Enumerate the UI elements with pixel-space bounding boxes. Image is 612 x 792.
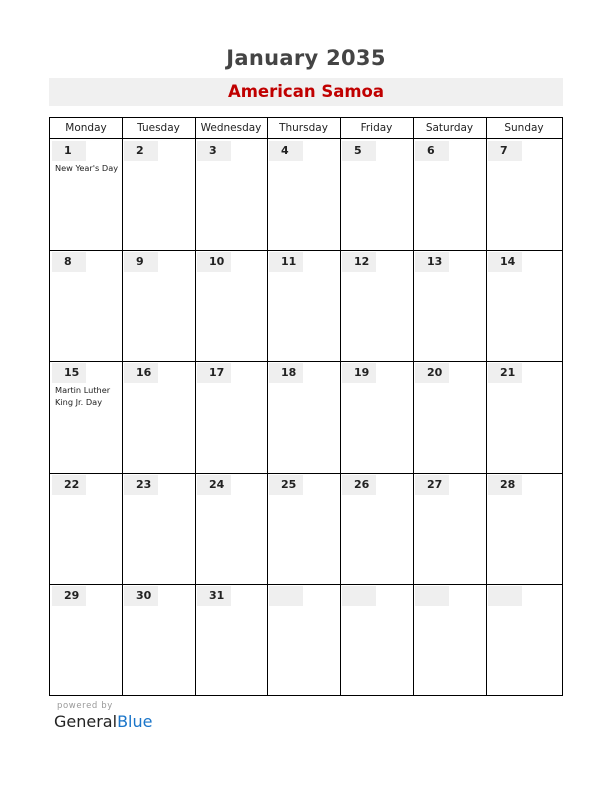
day-number: 26 — [342, 475, 376, 495]
day-cell[interactable] — [123, 474, 195, 584]
weekday-header-5: Saturday — [425, 122, 474, 134]
day-number: 27 — [415, 475, 449, 495]
day-cell[interactable] — [123, 585, 195, 695]
day-cell[interactable] — [341, 474, 413, 584]
day-cell[interactable] — [487, 140, 562, 250]
day-number: 20 — [415, 363, 449, 383]
day-cell[interactable] — [414, 251, 486, 361]
day-number: 2 — [124, 141, 158, 161]
day-number — [269, 586, 303, 606]
day-cell[interactable] — [268, 474, 340, 584]
day-cell[interactable] — [196, 140, 267, 250]
day-number: 8 — [52, 252, 86, 272]
holiday-label: Martin Luther King Jr. Day — [55, 385, 111, 407]
day-number — [342, 586, 376, 606]
brand-logo-blue: Blue — [117, 712, 153, 731]
day-number: 4 — [269, 141, 303, 161]
day-cell[interactable] — [341, 585, 413, 695]
day-number: 12 — [342, 252, 376, 272]
day-number: 5 — [342, 141, 376, 161]
weekday-header-3: Thursday — [279, 122, 328, 134]
day-cell[interactable] — [268, 585, 340, 695]
weekday-header-2: Wednesday — [200, 122, 262, 134]
day-cell[interactable] — [414, 362, 486, 473]
day-number: 11 — [269, 252, 303, 272]
calendar-grid — [49, 117, 563, 696]
day-cell[interactable] — [51, 140, 122, 250]
day-number: 6 — [415, 141, 449, 161]
holiday-label: New Year's Day — [55, 163, 119, 173]
day-number: 15 — [52, 363, 86, 383]
day-number: 1 — [52, 141, 86, 161]
day-number: 29 — [52, 586, 86, 606]
day-cell[interactable] — [268, 140, 340, 250]
weekday-header-6: Sunday — [504, 122, 544, 134]
brand-logo-general: General — [54, 712, 118, 731]
day-cell[interactable] — [268, 251, 340, 361]
day-number: 19 — [342, 363, 376, 383]
day-number: 9 — [124, 252, 158, 272]
day-cell[interactable] — [487, 362, 562, 473]
weekday-header-4: Friday — [360, 122, 393, 134]
day-cell[interactable] — [341, 362, 413, 473]
day-cell[interactable] — [196, 362, 267, 473]
day-number: 16 — [124, 363, 158, 383]
page-title: January 2035 — [226, 46, 386, 70]
day-number: 10 — [197, 252, 231, 272]
day-number: 28 — [488, 475, 522, 495]
day-cell[interactable] — [123, 251, 195, 361]
day-number: 7 — [488, 141, 522, 161]
brand-logo[interactable] — [54, 712, 152, 731]
day-number: 18 — [269, 363, 303, 383]
day-cell[interactable] — [341, 140, 413, 250]
day-cell[interactable] — [123, 140, 195, 250]
day-number: 25 — [269, 475, 303, 495]
day-number: 14 — [488, 252, 522, 272]
day-cell[interactable] — [414, 585, 486, 695]
day-cell[interactable] — [51, 585, 122, 695]
day-cell[interactable] — [196, 251, 267, 361]
weekday-header-1: Tuesday — [137, 122, 180, 134]
day-cell[interactable] — [341, 251, 413, 361]
day-cell[interactable] — [487, 585, 562, 695]
day-cell[interactable] — [487, 474, 562, 584]
day-number: 3 — [197, 141, 231, 161]
day-number: 21 — [488, 363, 522, 383]
day-number: 22 — [52, 475, 86, 495]
day-cell[interactable] — [51, 474, 122, 584]
day-cell[interactable] — [414, 474, 486, 584]
weekday-header-0: Monday — [65, 122, 107, 134]
day-cell[interactable] — [123, 362, 195, 473]
day-cell[interactable] — [196, 585, 267, 695]
day-number — [415, 586, 449, 606]
day-number: 13 — [415, 252, 449, 272]
day-cell[interactable] — [51, 251, 122, 361]
day-number: 24 — [197, 475, 231, 495]
day-cell[interactable] — [268, 362, 340, 473]
day-cell[interactable] — [414, 140, 486, 250]
day-number — [488, 586, 522, 606]
day-cell[interactable] — [51, 362, 122, 473]
day-number: 30 — [124, 586, 158, 606]
region-subtitle: American Samoa — [227, 82, 385, 101]
powered-by-label: powered by — [57, 701, 113, 711]
day-number: 23 — [124, 475, 158, 495]
day-number: 31 — [197, 586, 231, 606]
day-cell[interactable] — [487, 251, 562, 361]
day-number: 17 — [197, 363, 231, 383]
day-cell[interactable] — [196, 474, 267, 584]
